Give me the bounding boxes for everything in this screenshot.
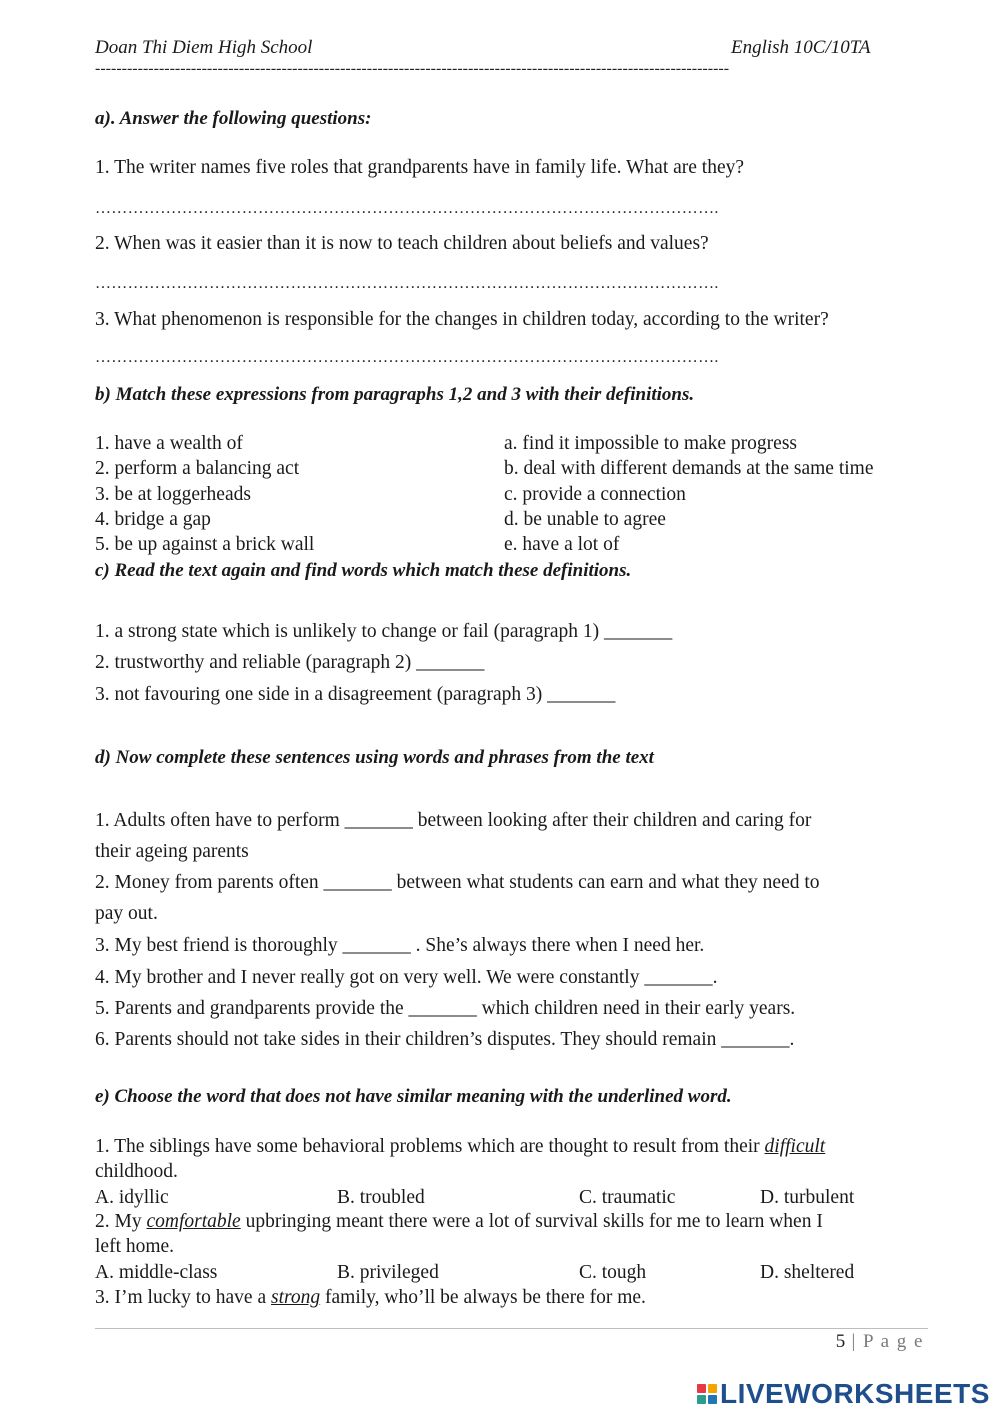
item-c2[interactable]: 2. trustworthy and reliable (paragraph 2) _______ <box>95 652 485 673</box>
question-e1 <box>95 1136 825 1158</box>
logo-square <box>697 1395 706 1404</box>
expression-3: 3. be at loggerheads <box>95 484 251 505</box>
section-b-title: b) Match these expressions from paragraphs 1,2 and 3 with their definitions. <box>95 384 695 405</box>
item-c1[interactable]: 1. a strong state which is unlikely to change or fail (paragraph 1) _______ <box>95 621 673 642</box>
page-number-value: 5 <box>835 1331 846 1352</box>
section-d-title: d) Now complete these sentences using words and phrases from the text <box>95 747 654 768</box>
underlined-word-e1: difficult <box>764 1136 826 1157</box>
page-number <box>836 1331 924 1353</box>
answer-line-a1[interactable]: ……………………………………………………………………………………………………. <box>95 200 719 217</box>
definition-b: b. deal with different demands at the same time <box>504 458 874 479</box>
option-e2-b[interactable]: B. privileged <box>337 1262 439 1283</box>
option-e1-b[interactable]: B. troubled <box>337 1187 425 1208</box>
question-a2: 2. When was it easier than it is now to teach children about beliefs and values? <box>95 233 709 254</box>
question-e2-text-after: upbringing meant there were a lot of survival skills for me to learn when I <box>240 1211 823 1232</box>
item-d4[interactable]: 4. My brother and I never really got on very well. We were constantly _______. <box>95 967 718 988</box>
item-d2[interactable]: 2. Money from parents often _______ between what students can earn and what they need to <box>95 872 820 893</box>
option-e1-c[interactable]: C. traumatic <box>579 1187 676 1208</box>
liveworksheets-logo[interactable] <box>697 1378 990 1410</box>
option-e2-a[interactable]: A. middle-class <box>95 1262 218 1283</box>
item-d1-cont: their ageing parents <box>95 841 249 862</box>
item-d6[interactable]: 6. Parents should not take sides in their children’s disputes. They should remain _______. <box>95 1029 795 1050</box>
option-e1-d[interactable]: D. turbulent <box>760 1187 855 1208</box>
question-e3 <box>95 1287 646 1309</box>
item-d1[interactable]: 1. Adults often have to perform _______ between looking after their children and caring for <box>95 810 812 831</box>
question-e2 <box>95 1211 823 1233</box>
question-a1: 1. The writer names five roles that grandparents have in family life. What are they? <box>95 157 745 178</box>
expression-2: 2. perform a balancing act <box>95 458 300 479</box>
header-course: English 10C/10TA <box>731 37 871 58</box>
definition-a: a. find it impossible to make progress <box>504 433 797 454</box>
header-school: Doan Thi Diem High School <box>95 37 313 58</box>
item-d3[interactable]: 3. My best friend is thoroughly _______ . She’s always there when I need her. <box>95 935 705 956</box>
question-e2-text: 2. My <box>95 1211 147 1232</box>
section-a-title: a). Answer the following questions: <box>95 108 372 129</box>
question-a3: 3. What phenomenon is responsible for the changes in children today, according to the writer? <box>95 309 829 330</box>
item-d5[interactable]: 5. Parents and grandparents provide the _______ which children need in their early years. <box>95 998 796 1019</box>
logo-square <box>708 1384 717 1393</box>
footer-rule <box>95 1328 928 1329</box>
section-c-title: c) Read the text again and find words which match these definitions. <box>95 560 632 581</box>
question-e2-cont: left home. <box>95 1236 175 1257</box>
expression-1: 1. have a wealth of <box>95 433 243 454</box>
answer-line-a3[interactable]: ……………………………………………………………………………………………………. <box>95 349 719 366</box>
item-c3[interactable]: 3. not favouring one side in a disagreement (paragraph 3) _______ <box>95 684 616 705</box>
expression-5: 5. be up against a brick wall <box>95 534 315 555</box>
expression-4: 4. bridge a gap <box>95 509 211 530</box>
underlined-word-e3: strong <box>271 1287 321 1308</box>
answer-line-a2[interactable]: ……………………………………………………………………………………………………. <box>95 275 719 292</box>
item-d2-cont: pay out. <box>95 903 158 924</box>
logo-square <box>708 1395 717 1404</box>
header-separator: ----------------------------------------------------------------------------------------------------------------------- <box>95 60 730 77</box>
underlined-word-e2: comfortable <box>146 1211 241 1232</box>
logo-square <box>697 1384 706 1393</box>
page-label: | P a g e <box>845 1331 924 1352</box>
definition-c: c. provide a connection <box>504 484 686 505</box>
question-e1-text: 1. The siblings have some behavioral problems which are thought to result from their <box>95 1136 765 1157</box>
option-e2-c[interactable]: C. tough <box>579 1262 647 1283</box>
liveworksheets-icon <box>697 1384 717 1404</box>
question-e1-cont: childhood. <box>95 1161 178 1182</box>
option-e2-d[interactable]: D. sheltered <box>760 1262 855 1283</box>
definition-e: e. have a lot of <box>504 534 620 555</box>
question-e3-text-after: family, who’ll be always be there for me. <box>320 1287 646 1308</box>
question-e3-text: 3. I’m lucky to have a <box>95 1287 271 1308</box>
section-e-title: e) Choose the word that does not have similar meaning with the underlined word. <box>95 1086 732 1107</box>
definition-d: d. be unable to agree <box>504 509 666 530</box>
brand-name: LIVEWORKSHEETS <box>720 1378 990 1409</box>
option-e1-a[interactable]: A. idyllic <box>95 1187 169 1208</box>
